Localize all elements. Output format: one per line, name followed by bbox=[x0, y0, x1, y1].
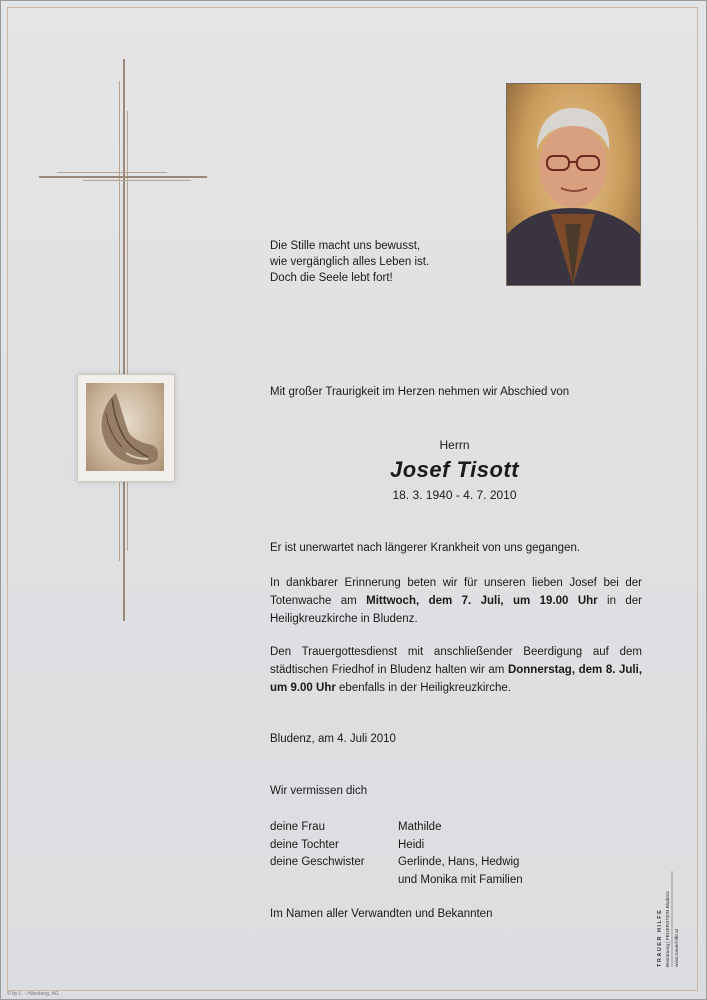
cross-horizontal-line bbox=[39, 176, 207, 178]
funeral-datetime: Donnerstag, dem 8. Juli, um 9.00 Uhr bbox=[270, 664, 643, 694]
intro-text: Mit großer Traurigkeit im Herzen nehmen wir Abschied von bbox=[270, 386, 570, 398]
family-role: deine Geschwister bbox=[270, 856, 365, 868]
wake-datetime: Mittwoch, dem 7. Juli, um 19.00 Uhr bbox=[366, 595, 598, 607]
miss-you-text: Wir vermissen dich bbox=[270, 785, 368, 797]
salutation: Herrn bbox=[439, 438, 470, 452]
family-role: deine Frau bbox=[270, 821, 325, 833]
passing-text: Er ist unerwartet nach längerer Krankheit von uns gegangen. bbox=[270, 542, 581, 554]
family-role bbox=[270, 872, 365, 890]
family-member-names: Gerlinde, Hans, Hedwig bbox=[398, 856, 520, 868]
logo-line: TRAUER HILFE bbox=[657, 908, 663, 967]
funeral-text bbox=[270, 643, 642, 697]
quote-line: Doch die Seele lebt fort! bbox=[270, 272, 393, 284]
family-member-names: Heidi bbox=[398, 838, 425, 851]
family-names bbox=[398, 819, 523, 889]
cross-horizontal-line bbox=[83, 180, 191, 181]
life-dates: 18. 3. 1940 - 4. 7. 2010 bbox=[392, 488, 517, 502]
wake-text bbox=[270, 574, 642, 628]
closing-text: Im Namen aller Verwandten und Bekannten bbox=[270, 908, 493, 920]
family-member-names: Mathilde bbox=[398, 821, 442, 833]
copyright-footer: © by L. - Hänsberg, AG bbox=[7, 991, 59, 997]
place-date: Bludenz, am 4. Juli 2010 bbox=[270, 733, 396, 745]
deceased-name: Josef Tisott bbox=[389, 457, 520, 482]
cross-horizontal-line bbox=[57, 172, 167, 173]
wake-text-part: in der Heiligkreuzkirche in Bludenz. bbox=[270, 595, 643, 625]
funeral-home-logo bbox=[653, 869, 683, 969]
quote-line: Die Stille macht uns bewusst, bbox=[270, 240, 421, 252]
funeral-text-part: ebenfalls in der Heiligkreuzkirche. bbox=[335, 682, 511, 694]
wake-text-part: In dankbarer Erinnerung beten wir für unseren lieben Josef bei der Totenwache am bbox=[270, 577, 642, 607]
portrait-photo bbox=[506, 83, 641, 286]
cross-vertical-line bbox=[123, 59, 125, 621]
logo-line: www.trauerhilfe.at bbox=[675, 928, 680, 967]
family-member-names: und Monika mit Familien bbox=[398, 873, 523, 886]
family-roles bbox=[270, 819, 365, 889]
funeral-text-part: Den Trauergottesdienst mit anschließender Beerdigung auf dem städtischen Friedhof in Bludenz halten wir am bbox=[270, 646, 642, 676]
memorial-quote bbox=[270, 238, 429, 286]
family-role: deine Tochter bbox=[270, 838, 339, 851]
logo-line: Bestattung | FEUERSTEIN Bludenz bbox=[666, 891, 671, 967]
quote-line: wie vergänglich alles Leben ist. bbox=[270, 256, 430, 268]
